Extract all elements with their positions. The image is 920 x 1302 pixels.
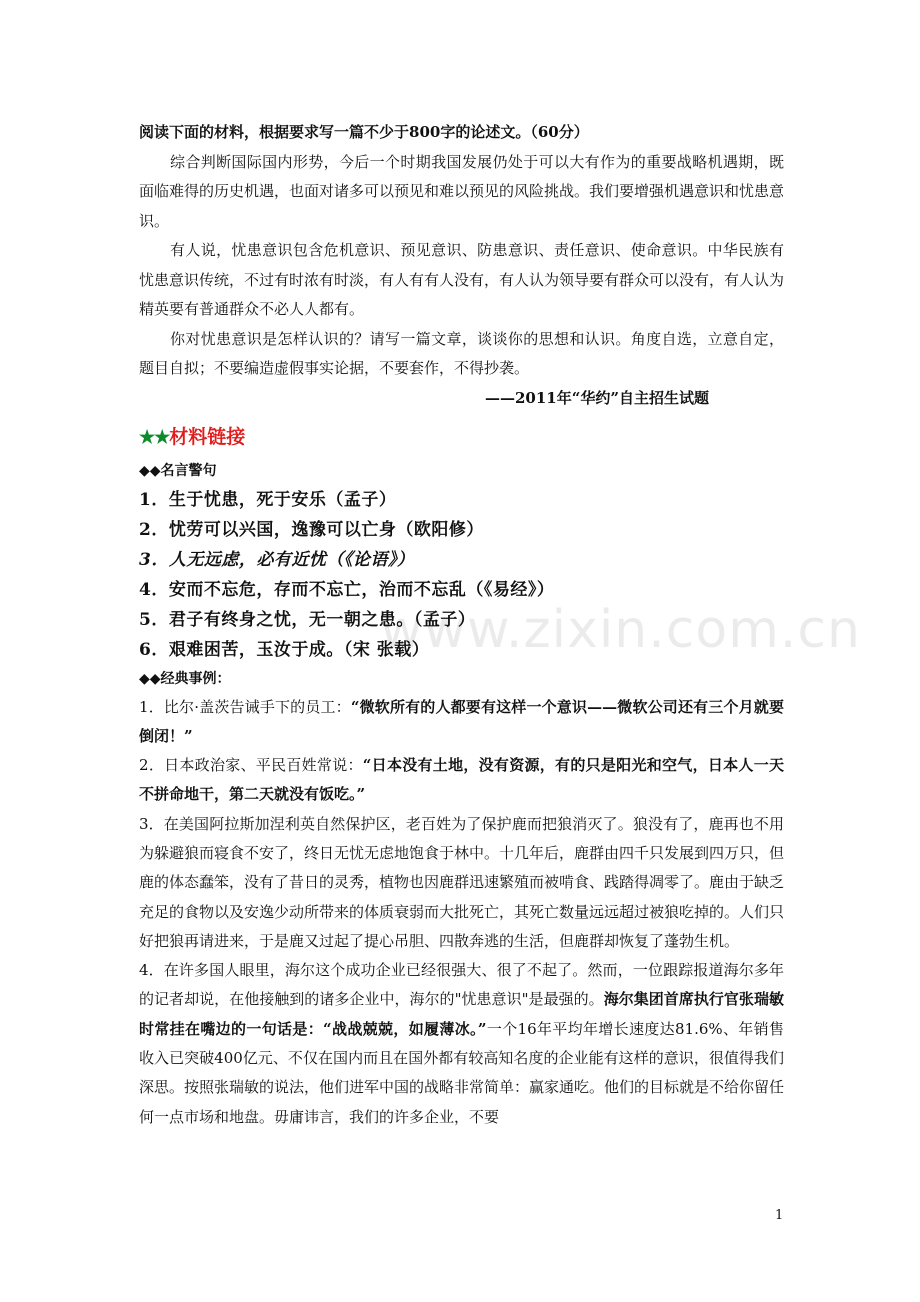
case-4-intro: 4．在许多国人眼里，海尔这个成功企业已经很强大、很了不起了。然而，一位跟踪报道海尔多年的记者却说，在他接触到的诸多企业中，海尔的"忧患意识"是最强的。 xyxy=(139,961,784,1009)
section-heading xyxy=(139,418,784,457)
page-number: 1 xyxy=(775,1208,784,1223)
prompt-paragraph-3: 你对忧患意识是怎样认识的？请写一篇文章，谈谈你的思想和认识。角度自选，立意自定，题目自拟；不要编造虚假事实论据，不要套作，不得抄袭。 xyxy=(139,329,784,377)
quote-item: 5．君子有终身之忧，无一朝之患。（孟子） xyxy=(139,609,476,630)
prompt-instruction: 阅读下面的材料，根据要求写一篇不少于800字的论述文。（60分） xyxy=(139,123,589,141)
quote-item: 1．生于忧患，死于安乐（孟子） xyxy=(139,489,397,510)
case-item-1 xyxy=(139,693,784,752)
prompt-paragraph-2: 有人说，忧患意识包含危机意识、预见意识、防患意识、责任意识、使命意识。中华民族有忧患意识传统，不过有时浓有时淡，有人有有人没有，有人认为领导要有群众可以没有，有人认为精英要有普通群众不必人人都有。 xyxy=(139,241,785,318)
quote-item: 3．人无远虑，必有近忧（《论语》） xyxy=(139,549,415,570)
prompt-paragraph-1: 综合判断国际国内形势，今后一个时期我国发展仍处于可以大有作为的重要战略机遇期，既面临难得的历史机遇，也面对诸多可以预见和难以预见的风险挑战。我们要增强机遇意识和忧患意识。 xyxy=(139,152,785,230)
prompt-source: ——2011年“华约”自主招生试题 xyxy=(484,388,709,407)
cases-heading: ◆◆经典事例： xyxy=(139,670,231,687)
section-title: 材料链接 xyxy=(169,425,246,448)
quotes-heading: ◆◆名言警句 xyxy=(139,462,217,479)
case-4-body: 一个16年平均年增长速度达81.6%、年销售收入已突破400亿元、不仅在国内而且在国外都有较高知名度的企业能有这样的意识，很值得我们深思。按照张瑞敏的说法，他们进军中国的战略非常简单：赢家通吃。他们的目标就是不给你留任何一点市场和地盘。毋庸讳言，我们的许多企业，不要 xyxy=(139,1019,785,1126)
case-2-intro: 2．日本政治家、平民百姓常说： xyxy=(139,756,363,775)
prompt-material xyxy=(139,148,784,384)
case-2-quote: “日本没有土地，没有资源，有的只是阳光和空气，日本人一天不拼命地干，第二天就没有饭吃。” xyxy=(139,756,784,804)
page-content xyxy=(139,118,784,1132)
quote-item: 6．艰难困苦，玉汝于成。（宋 张载） xyxy=(139,639,430,660)
case-1-intro: 1．比尔·盖茨告诫手下的员工： xyxy=(139,697,351,716)
quote-item: 4．安而不忘危，存而不忘亡，治而不忘乱（《易经》） xyxy=(139,579,555,600)
cases-list xyxy=(139,693,784,1132)
case-item-2 xyxy=(139,751,784,810)
case-4-quote: 海尔集团首席执行官张瑞敏时常挂在嘴边的一句话是：“战战兢兢，如履薄冰。” xyxy=(139,990,784,1038)
case-1-quote: “微软所有的人都要有这样一个意识——微软公司还有三个月就要倒闭！” xyxy=(139,697,784,745)
watermark: www.zixin.com.cn xyxy=(380,600,861,660)
quote-item: 2．忧劳可以兴国，逸豫可以亡身（欧阳修） xyxy=(139,519,484,540)
case-item-4 xyxy=(139,956,784,1132)
star-icon: ★★ xyxy=(139,426,170,448)
case-item-3: 3．在美国阿拉斯加涅利英自然保护区，老百姓为了保护鹿而把狼消灭了。狼没有了，鹿再也不用为躲避狼而寝食不安了，终日无忧无虑地饱食于林中。十几年后，鹿群由四千只发展到四万只，但鹿的体态蠢笨，没有了昔日的灵秀，植物也因鹿群迅速繁殖而被啃食、践踏得凋零了。鹿由于缺乏充足的食物以及安逸少动所带来的体质衰弱而大批死亡，其死亡数量远远超过被狼吃掉的。人们只好把狼再请进来，于是鹿又过起了提心吊胆、四散奔逃的生活，但鹿群却恢复了蓬勃生机。 xyxy=(139,814,785,950)
